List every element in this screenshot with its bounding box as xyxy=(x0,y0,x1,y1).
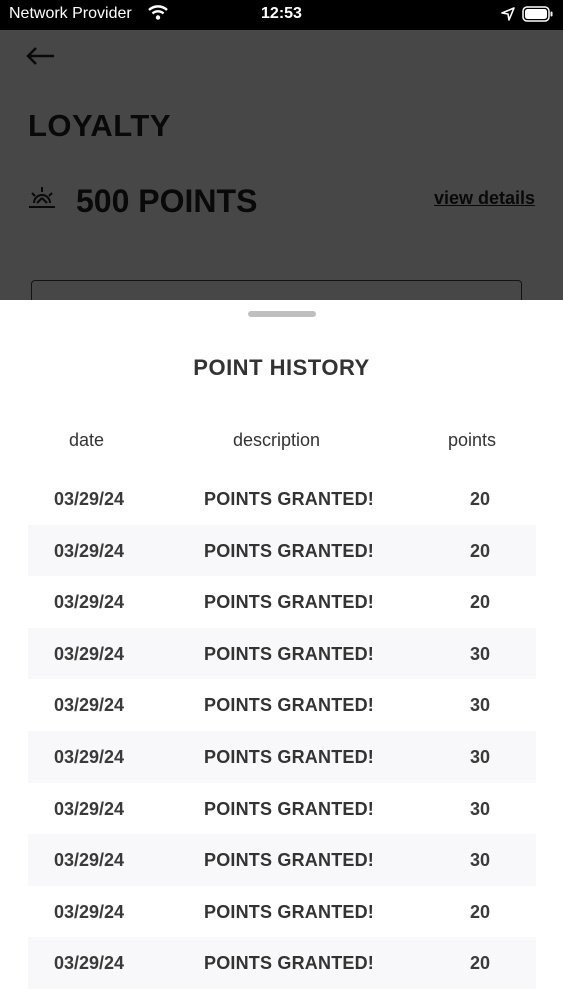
row-description: POINTS GRANTED! xyxy=(204,953,375,974)
column-header-points: points xyxy=(448,430,497,450)
location-arrow-icon xyxy=(500,6,516,22)
row-points: 30 xyxy=(469,746,491,767)
table-row xyxy=(28,473,536,525)
row-date: 03/29/24 xyxy=(54,695,125,716)
row-points: 20 xyxy=(469,901,491,922)
table-row xyxy=(28,886,536,938)
row-description: POINTS GRANTED! xyxy=(204,540,375,561)
table-row xyxy=(28,937,536,989)
row-points: 20 xyxy=(469,489,491,509)
row-date: 03/29/24 xyxy=(54,592,125,613)
column-header-description: description xyxy=(233,430,321,450)
row-description: POINTS GRANTED! xyxy=(204,695,375,716)
row-points: 30 xyxy=(469,643,491,664)
table-row xyxy=(28,576,536,628)
row-description: POINTS GRANTED! xyxy=(204,798,375,819)
row-description: POINTS GRANTED! xyxy=(204,850,375,871)
table-row xyxy=(28,834,536,886)
table-row xyxy=(28,679,536,731)
battery-icon xyxy=(522,6,554,22)
table-row xyxy=(28,731,536,783)
row-points: 20 xyxy=(469,540,491,561)
sheet-grabber[interactable] xyxy=(248,311,316,317)
row-points: 30 xyxy=(469,798,491,819)
row-description: POINTS GRANTED! xyxy=(204,746,375,767)
row-points: 30 xyxy=(469,850,491,871)
carrier-name: Network Provider xyxy=(9,5,132,22)
column-header-date: date xyxy=(69,430,105,450)
sheet-title: POINT HISTORY xyxy=(193,355,370,380)
status-bar xyxy=(0,0,563,30)
table-row xyxy=(28,525,536,577)
row-date: 03/29/24 xyxy=(54,489,125,509)
row-points: 20 xyxy=(469,592,491,613)
row-date: 03/29/24 xyxy=(54,850,125,871)
row-date: 03/29/24 xyxy=(54,953,125,974)
row-date: 03/29/24 xyxy=(54,901,125,922)
table-row xyxy=(28,628,536,680)
row-description: POINTS GRANTED! xyxy=(204,643,375,664)
status-time: 12:53 xyxy=(261,5,302,22)
row-date: 03/29/24 xyxy=(54,540,125,561)
row-date: 03/29/24 xyxy=(54,798,125,819)
point-history-sheet xyxy=(0,300,563,1000)
history-table-body xyxy=(28,473,536,989)
row-description: POINTS GRANTED! xyxy=(204,592,375,613)
row-description: POINTS GRANTED! xyxy=(204,901,375,922)
row-points: 30 xyxy=(469,695,491,716)
row-points: 20 xyxy=(469,953,491,974)
row-date: 03/29/24 xyxy=(54,746,125,767)
table-row xyxy=(28,783,536,835)
row-date: 03/29/24 xyxy=(54,643,125,664)
row-description: POINTS GRANTED! xyxy=(204,489,375,509)
table-header xyxy=(28,430,536,458)
